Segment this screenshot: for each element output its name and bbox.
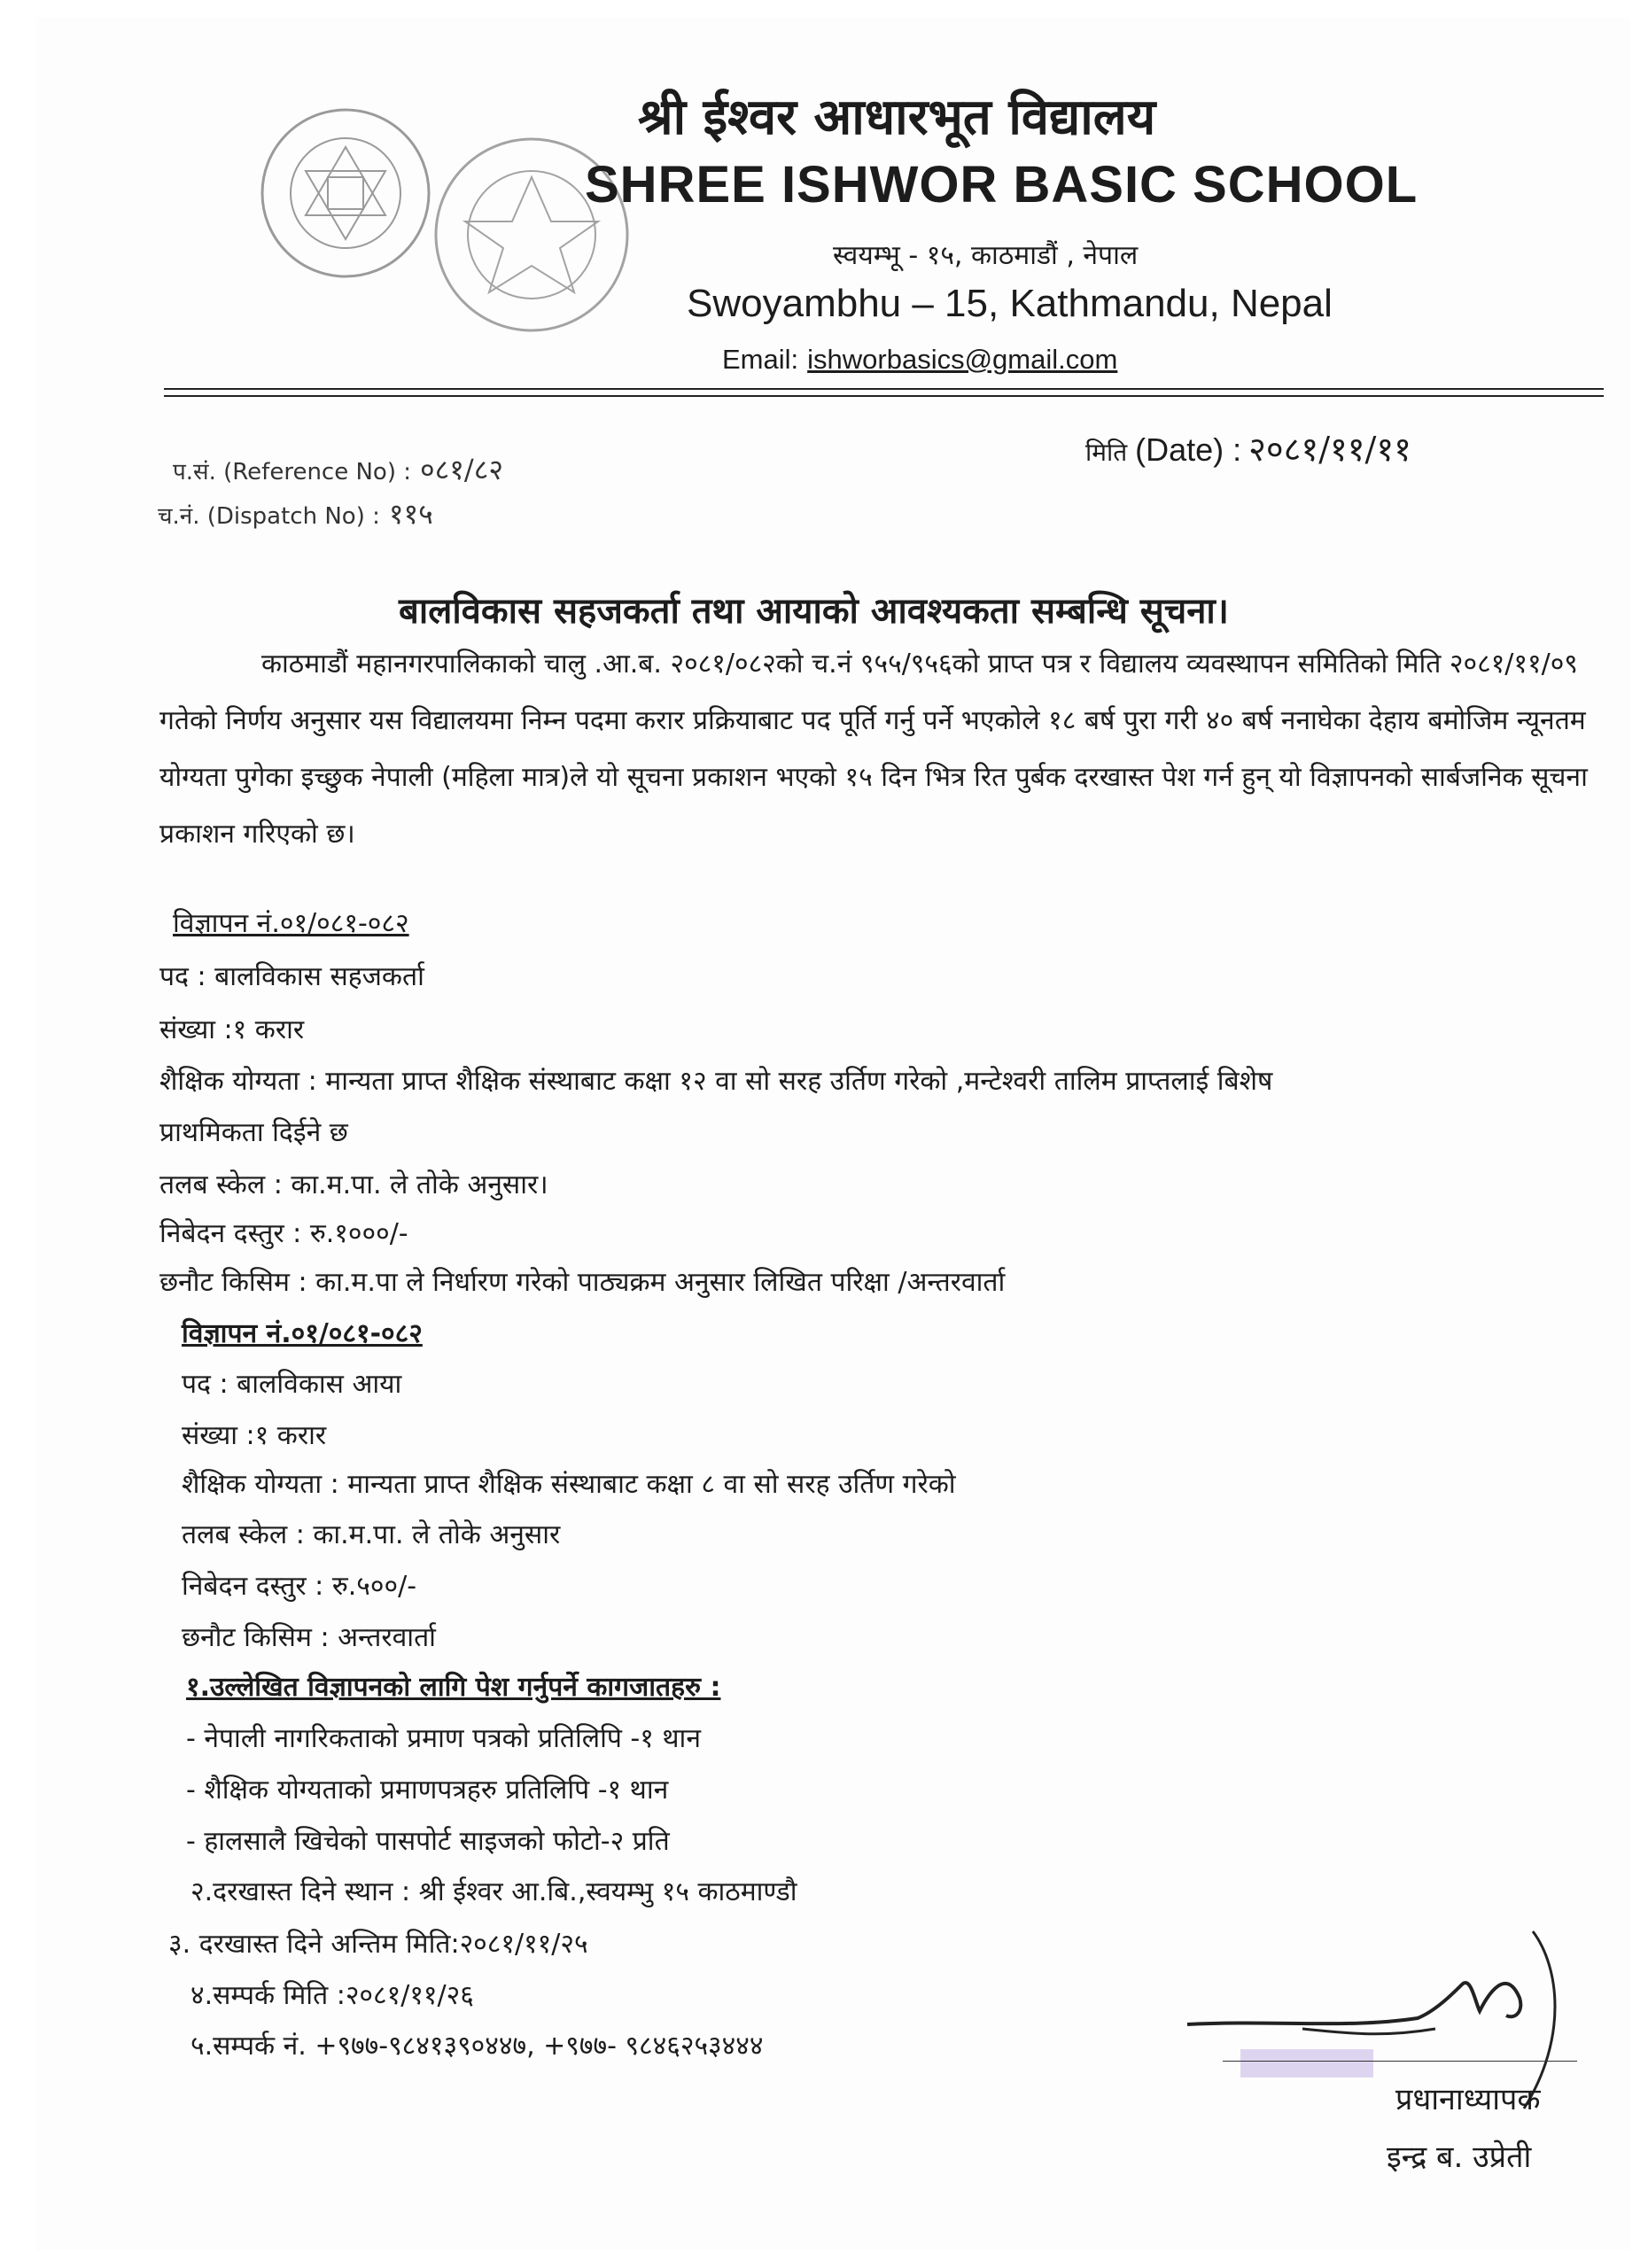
- ad1-qualification-line2: प्राथमिकता दिईने छ: [159, 1117, 348, 1148]
- reference-value: ०८१/८२: [420, 453, 503, 486]
- dispatch-number: [158, 494, 433, 532]
- ad1-fee: निबेदन दस्तुर : रु.१०००/-: [159, 1218, 408, 1249]
- signature-seal-icon: [1240, 2049, 1373, 2078]
- date-line: [1085, 425, 1411, 471]
- header-rule-top: [164, 388, 1604, 390]
- reference-label: प.सं. (Reference No) :: [173, 459, 411, 485]
- contact-date: ४.सम्पर्क मिति :२०८१/११/२६: [190, 1980, 474, 2011]
- application-place: २.दरखास्त दिने स्थान : श्री ईश्वर आ.बि.,स्वयम्भु १५ काठमाण्डौ: [190, 1876, 797, 1907]
- notice-title: बालविकास सहजकर्ता तथा आयाको आवश्यकता सम्बन्धि सूचना।: [399, 591, 1229, 632]
- document-item-citizenship: - नेपाली नागरिकताको प्रमाण पत्रको प्रतिलिपि -१ थान: [186, 1723, 701, 1754]
- document-item-certificates: - शैक्षिक योग्यताको प्रमाणपत्रहरु प्रतिलिपि -१ थान: [186, 1775, 669, 1806]
- dispatch-value: ११५: [388, 497, 433, 531]
- ad1-qualification-line1: शैक्षिक योग्यता : मान्यता प्राप्त शैक्षिक संस्थाबाट कक्षा १२ वा सो सरह उर्तिण गरेको ,मन्टेश्वरी तालिम प्राप्तलाई बिशेष: [159, 1066, 1273, 1097]
- notice-intro-paragraph: काठमाडौं महानगरपालिकाको चालु .आ.ब. २०८१/०८२को च.नं ९५५/९५६को प्राप्त पत्र र विद्यालय व्यवस्थापन समितिको मिति २०८१/११/०९ गतेको निर्णय अनुसार यस विद्यालयमा निम्न पदमा करार प्रक्रियाबाट पद पूर्ति गर्नु पर्ने भएकोले १८ बर्ष पुरा गरी ४० बर्ष ननाघेका देहाय बमोजिम न्यूनतम योग्यता पुगेका इच्छुक नेपाली (महिला मात्र)ले यो सूचना प्रकाशन भएको १५ दिन भित्र रित पुर्बक दरखास्त पेश गर्न हुन् यो विज्ञापनको सार्बजनिक सूचना प्रकाशन गरिएको छ।: [159, 649, 1588, 850]
- documents-heading: १.उल्लेखित विज्ञापनको लागि पेश गर्नुपर्ने कागजातहरु :: [186, 1672, 721, 1703]
- address-english: Swoyambhu – 15, Kathmandu, Nepal: [687, 282, 1333, 325]
- signatory-name: इन्द्र ब. उप्रेती: [1387, 2140, 1532, 2175]
- ad2-count: संख्या :१ करार: [182, 1420, 327, 1451]
- document-item-photo: - हालसालै खिचेको पासपोर्ट साइजको फोटो-२ प्रति: [186, 1826, 670, 1857]
- signature-line: [1223, 2061, 1577, 2062]
- ad1-salary: तलब स्केल : का.म.पा. ले तोके अनुसार।: [159, 1169, 548, 1200]
- ad2-salary: तलब स्केल : का.म.पा. ले तोके अनुसार: [182, 1519, 561, 1550]
- ad1-heading: विज्ञापन नं.०१/०८१-०८२: [173, 908, 409, 939]
- header-rule-bottom: [164, 395, 1604, 397]
- date-value: २०८१/११/११: [1248, 430, 1411, 469]
- email-address[interactable]: ishworbasics@gmail.com: [807, 344, 1118, 375]
- ad2-qualification: शैक्षिक योग्यता : मान्यता प्राप्त शैक्षिक संस्थाबाट कक्षा ८ वा सो सरह उर्तिण गरेको: [182, 1469, 956, 1500]
- ad1-selection: छनौट किसिम : का.म.पा ले निर्धारण गरेको पाठ्यक्रम अनुसार लिखित परिक्षा /अन्तरवार्ता: [159, 1267, 1006, 1298]
- ad2-fee: निबेदन दस्तुर : रु.५००/-: [182, 1571, 417, 1602]
- school-name-nepali: श्री ईश्वर आधारभूत विद्यालय: [638, 88, 1156, 146]
- ad2-selection: छनौट किसिम : अन्तरवार्ता: [182, 1622, 436, 1653]
- ad2-post: पद : बालविकास आया: [182, 1369, 402, 1400]
- reference-number: [173, 450, 503, 488]
- email-line: [722, 344, 1117, 376]
- date-label-np: मिति: [1085, 438, 1128, 467]
- notice-page: [35, 18, 1630, 2250]
- contact-number: ५.सम्पर्क नं. +९७७-९८४१३९०४४७, +९७७- ९८४६२५३४४४: [190, 2031, 764, 2062]
- email-label: Email:: [722, 344, 799, 375]
- dispatch-label: च.नं. (Dispatch No) :: [158, 503, 380, 530]
- ad1-count: संख्या :१ करार: [159, 1014, 305, 1045]
- signatory-title: प्रधानाध्यापक: [1395, 2082, 1541, 2117]
- application-deadline: ३. दरखास्त दिने अन्तिम मिति:२०८१/११/२५: [168, 1929, 588, 1960]
- school-name-english: SHREE ISHWOR BASIC SCHOOL: [585, 156, 1419, 214]
- ad1-post: पद : बालविकास सहजकर्ता: [159, 961, 424, 992]
- school-seal-icon: [257, 105, 434, 282]
- ad2-heading: विज्ञापन नं.०१/०८१-०८२: [182, 1318, 423, 1349]
- date-label-en: (Date) :: [1135, 431, 1242, 468]
- address-nepali: स्वयम्भू - १५, काठमाडौं , नेपाल: [833, 240, 1139, 271]
